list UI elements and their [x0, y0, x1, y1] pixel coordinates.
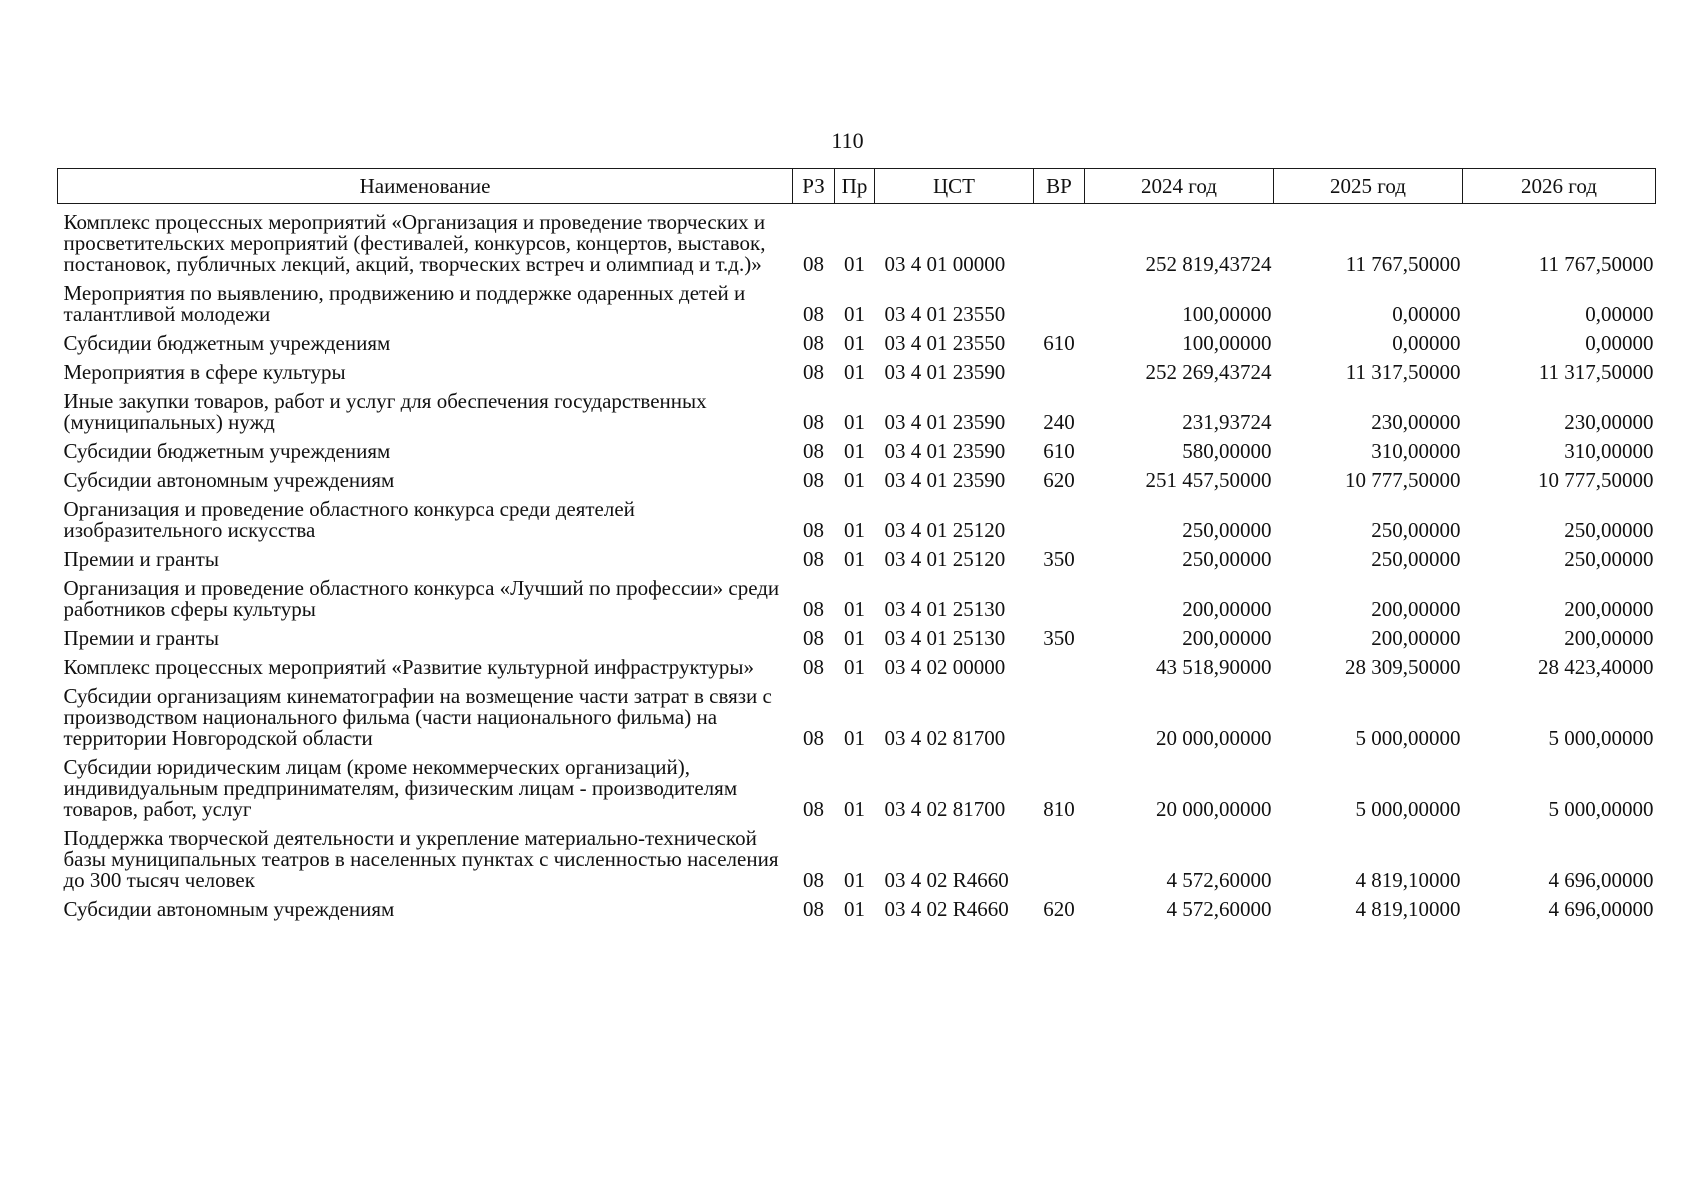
budget-table	[57, 168, 1656, 920]
row-2026: 5 000,00000	[1548, 797, 1654, 821]
row-name: Иные закупки товаров, работ и услуг для обеспечения государственных (муниципальных) нужд	[63, 389, 707, 434]
row-2024: 20 000,00000	[1156, 726, 1272, 750]
header-rz: РЗ	[793, 169, 835, 204]
row-2026: 0,00000	[1585, 302, 1654, 326]
row-2025: 200,00000	[1371, 597, 1461, 621]
row-2026: 4 696,00000	[1548, 868, 1654, 892]
row-cst: 03 4 02 81700	[884, 797, 1006, 821]
header-2026: 2026 год	[1463, 169, 1656, 204]
row-rz: 08	[803, 726, 824, 750]
row-rz: 08	[803, 626, 824, 650]
row-2024: 252 819,43724	[1145, 252, 1272, 276]
header-2024: 2024 год	[1085, 169, 1274, 204]
row-vr: 240	[1043, 410, 1075, 434]
row-name: Премии и гранты	[63, 547, 219, 571]
table-row	[58, 749, 1656, 820]
row-name: Субсидии автономным учреждениям	[63, 468, 395, 492]
row-2025: 0,00000	[1392, 331, 1461, 355]
row-name: Субсидии юридическим лицам (кроме некоммерческих организаций), индивидуальным предпринимателям, физическим лицам - производителям товаров, работ, услуг	[63, 755, 738, 821]
row-pr: 01	[844, 868, 865, 892]
row-name: Мероприятия в сфере культуры	[63, 360, 346, 384]
row-rz: 08	[803, 410, 824, 434]
table-row	[58, 204, 1656, 276]
header-2025: 2025 год	[1274, 169, 1463, 204]
row-rz: 08	[803, 547, 824, 571]
row-name: Субсидии бюджетным учреждениям	[63, 331, 391, 355]
row-2024: 4 572,60000	[1166, 868, 1272, 892]
row-2025: 28 309,50000	[1345, 655, 1461, 679]
row-2026: 11 767,50000	[1538, 252, 1654, 276]
row-vr: 350	[1043, 547, 1075, 571]
row-2024: 100,00000	[1182, 331, 1272, 355]
row-2024: 200,00000	[1182, 597, 1272, 621]
row-2024: 43 518,90000	[1156, 655, 1272, 679]
row-2026: 4 696,00000	[1548, 897, 1654, 921]
row-vr	[1034, 354, 1085, 383]
table-row	[58, 433, 1656, 462]
row-vr	[1034, 275, 1085, 325]
row-2026: 5 000,00000	[1548, 726, 1654, 750]
table-row	[58, 491, 1656, 541]
row-2025: 11 317,50000	[1345, 360, 1461, 384]
row-2026: 200,00000	[1564, 626, 1654, 650]
row-2024: 251 457,50000	[1145, 468, 1272, 492]
row-2025: 4 819,10000	[1355, 897, 1461, 921]
row-pr: 01	[844, 439, 865, 463]
row-name: Субсидии автономным учреждениям	[63, 897, 395, 921]
row-cst: 03 4 02 R4660	[884, 897, 1009, 921]
row-rz: 08	[803, 868, 824, 892]
row-cst: 03 4 01 25120	[884, 547, 1006, 571]
row-2026: 250,00000	[1564, 518, 1654, 542]
row-2026: 200,00000	[1564, 597, 1654, 621]
row-cst: 03 4 01 25130	[884, 597, 1006, 621]
row-cst: 03 4 02 R4660	[884, 868, 1009, 892]
row-2025: 5 000,00000	[1355, 726, 1461, 750]
row-2025: 200,00000	[1371, 626, 1461, 650]
row-cst: 03 4 01 23590	[884, 360, 1006, 384]
table-header-row	[58, 169, 1656, 204]
row-name: Премии и гранты	[63, 626, 219, 650]
row-pr: 01	[844, 360, 865, 384]
row-name: Комплекс процессных мероприятий «Развитие культурной инфраструктуры»	[63, 655, 754, 679]
row-2024: 20 000,00000	[1156, 797, 1272, 821]
row-pr: 01	[844, 797, 865, 821]
row-2025: 10 777,50000	[1345, 468, 1461, 492]
row-2025: 310,00000	[1371, 439, 1461, 463]
row-rz: 08	[803, 252, 824, 276]
row-name: Организация и проведение областного конкурса «Лучший по профессии» среди работников сферы культуры	[63, 576, 780, 621]
row-2026: 250,00000	[1564, 547, 1654, 571]
row-2024: 580,00000	[1182, 439, 1272, 463]
row-2026: 28 423,40000	[1538, 655, 1654, 679]
row-pr: 01	[844, 518, 865, 542]
row-pr: 01	[844, 302, 865, 326]
table-row	[58, 620, 1656, 649]
table-row	[58, 678, 1656, 749]
table-row	[58, 541, 1656, 570]
row-rz: 08	[803, 302, 824, 326]
row-vr	[1034, 204, 1085, 276]
row-vr: 620	[1043, 897, 1075, 921]
row-pr: 01	[844, 547, 865, 571]
row-cst: 03 4 02 00000	[884, 655, 1006, 679]
row-2024: 231,93724	[1182, 410, 1272, 434]
row-rz: 08	[803, 439, 824, 463]
row-rz: 08	[803, 360, 824, 384]
row-vr	[1034, 649, 1085, 678]
row-pr: 01	[844, 726, 865, 750]
row-vr: 610	[1043, 331, 1075, 355]
row-2025: 230,00000	[1371, 410, 1461, 434]
row-vr	[1034, 491, 1085, 541]
row-cst: 03 4 01 23590	[884, 410, 1006, 434]
row-2026: 0,00000	[1585, 331, 1654, 355]
row-rz: 08	[803, 797, 824, 821]
row-2025: 250,00000	[1371, 518, 1461, 542]
row-vr	[1034, 570, 1085, 620]
row-name: Поддержка творческой деятельности и укрепление материально-технической базы муниципальных театров в населенных пунктах с численностью населения до 300 тысяч человек	[63, 826, 779, 892]
table-row	[58, 649, 1656, 678]
row-2025: 5 000,00000	[1355, 797, 1461, 821]
row-2024: 250,00000	[1182, 547, 1272, 571]
row-pr: 01	[844, 410, 865, 434]
row-2025: 4 819,10000	[1355, 868, 1461, 892]
row-rz: 08	[803, 597, 824, 621]
row-pr: 01	[844, 468, 865, 492]
row-vr: 610	[1043, 439, 1075, 463]
page-number: 110	[831, 128, 864, 153]
row-rz: 08	[803, 655, 824, 679]
row-vr: 350	[1043, 626, 1075, 650]
row-2026: 230,00000	[1564, 410, 1654, 434]
row-vr	[1034, 820, 1085, 891]
row-2024: 200,00000	[1182, 626, 1272, 650]
row-2024: 100,00000	[1182, 302, 1272, 326]
table-row	[58, 462, 1656, 491]
row-vr: 810	[1043, 797, 1075, 821]
row-2025: 0,00000	[1392, 302, 1461, 326]
header-cst: ЦСТ	[875, 169, 1034, 204]
table-row	[58, 383, 1656, 433]
row-vr	[1034, 678, 1085, 749]
header-name: Наименование	[58, 169, 793, 204]
row-vr: 620	[1043, 468, 1075, 492]
row-cst: 03 4 01 23550	[884, 331, 1006, 355]
row-rz: 08	[803, 468, 824, 492]
row-2026: 10 777,50000	[1538, 468, 1654, 492]
table-row	[58, 820, 1656, 891]
row-pr: 01	[844, 331, 865, 355]
row-name: Организация и проведение областного конкурса среди деятелей изобразительного искусства	[63, 497, 635, 542]
row-cst: 03 4 01 25130	[884, 626, 1006, 650]
row-2025: 11 767,50000	[1345, 252, 1461, 276]
row-2025: 250,00000	[1371, 547, 1461, 571]
row-rz: 08	[803, 331, 824, 355]
row-2024: 250,00000	[1182, 518, 1272, 542]
row-name: Субсидии организациям кинематографии на возмещение части затрат в связи с производством национального фильма (части национального фильма) на территории Новгородской области	[63, 684, 772, 750]
header-pr: Пр	[835, 169, 875, 204]
row-name: Мероприятия по выявлению, продвижению и поддержке одаренных детей и талантливой молодежи	[63, 281, 746, 326]
table-row	[58, 325, 1656, 354]
row-name: Субсидии бюджетным учреждениям	[63, 439, 391, 463]
table-row	[58, 275, 1656, 325]
row-pr: 01	[844, 655, 865, 679]
row-rz: 08	[803, 897, 824, 921]
row-cst: 03 4 01 23590	[884, 439, 1006, 463]
row-2024: 252 269,43724	[1145, 360, 1272, 384]
row-pr: 01	[844, 626, 865, 650]
row-pr: 01	[844, 252, 865, 276]
row-2026: 310,00000	[1564, 439, 1654, 463]
row-cst: 03 4 01 25120	[884, 518, 1006, 542]
row-name: Комплекс процессных мероприятий «Организация и проведение творческих и просветительских мероприятий (фестивалей, конкурсов, концертов, выставок, постановок, публичных лекций, акций, творческих встреч и олимпиад и т.д.)»	[63, 210, 766, 276]
row-cst: 03 4 01 00000	[884, 252, 1006, 276]
row-cst: 03 4 01 23550	[884, 302, 1006, 326]
row-cst: 03 4 02 81700	[884, 726, 1006, 750]
row-2024: 4 572,60000	[1166, 897, 1272, 921]
row-pr: 01	[844, 897, 865, 921]
table-row	[58, 570, 1656, 620]
table-body	[58, 204, 1656, 921]
row-rz: 08	[803, 518, 824, 542]
table-row	[58, 354, 1656, 383]
row-pr: 01	[844, 597, 865, 621]
table-row	[58, 891, 1656, 920]
row-cst: 03 4 01 23590	[884, 468, 1006, 492]
row-2026: 11 317,50000	[1538, 360, 1654, 384]
header-vr: ВР	[1034, 169, 1085, 204]
